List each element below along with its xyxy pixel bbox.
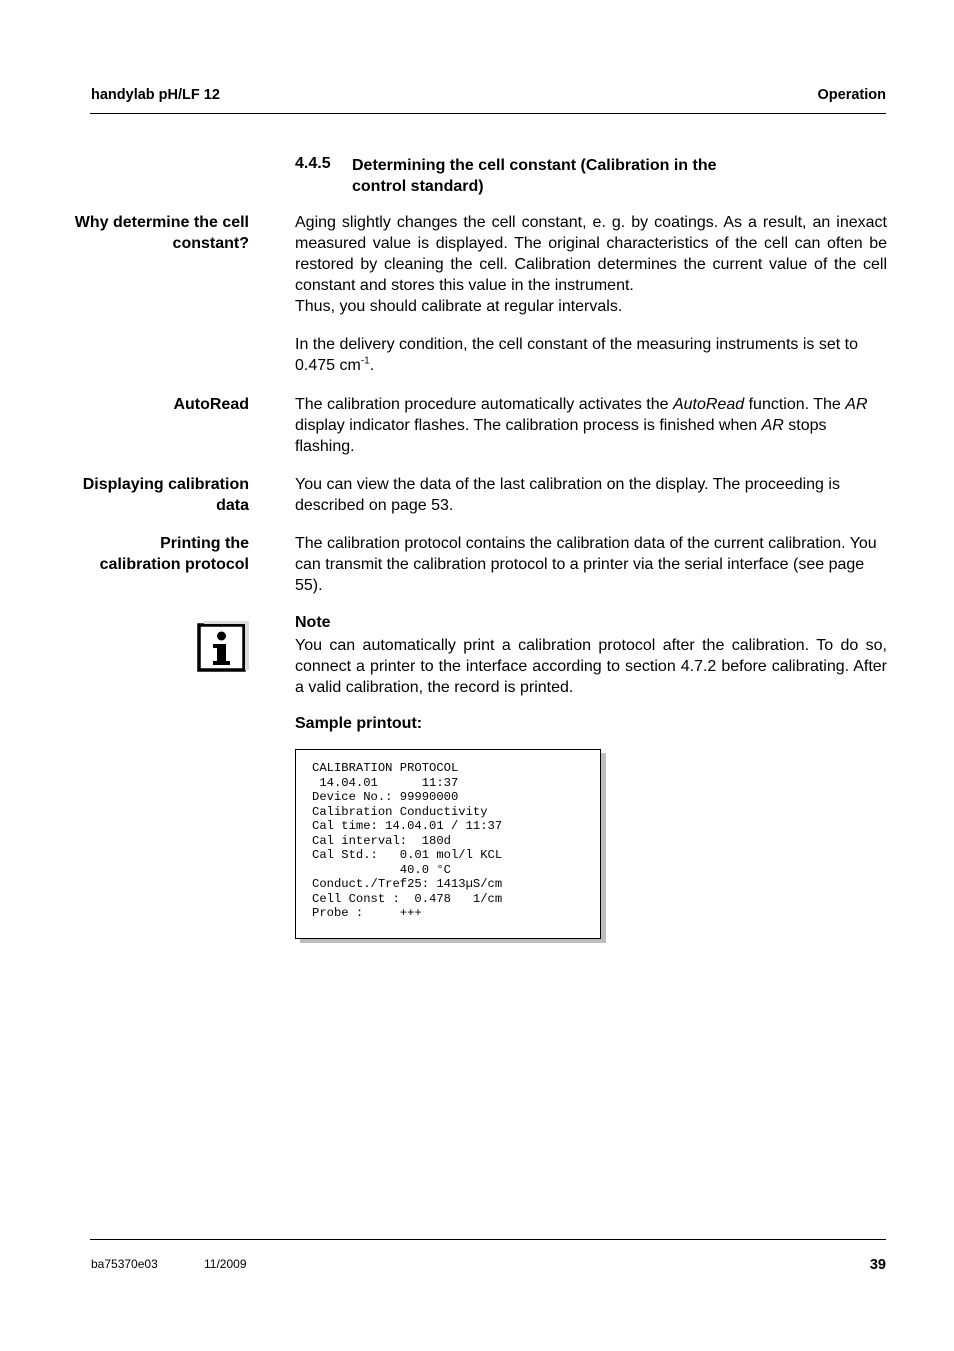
- note-text: You can automatically print a calibration protocol after the calibration. To do so, connect a printer to the interface according to section 4.7.2 before calibrating. After a valid calibration, the record is printed.: [295, 637, 887, 696]
- printout-line: Cal interval: 180d: [312, 833, 451, 848]
- note-heading: Note: [295, 614, 331, 631]
- autoread-text-3: function. The: [744, 396, 846, 413]
- paragraph-note: [295, 635, 887, 698]
- paragraph-why: [295, 212, 887, 317]
- paragraph-displaying: [295, 474, 887, 516]
- why-text: Aging slightly changes the cell constant, e. g. by coatings. As a result, an inexact measured value is displayed. The original characteristics of the cell can often be restored by cleaning the cell. Calibration determines the current value of the cell constant and stores this value in the instrument.: [295, 214, 887, 294]
- footer-date: 11/2009: [204, 1257, 247, 1271]
- header-product: handylab pH/LF 12: [91, 87, 220, 103]
- side-heading-printing: Printing the calibration protocol: [99, 535, 249, 573]
- side-heading-why: Why determine the cell constant?: [74, 214, 249, 252]
- printout-text: [312, 761, 502, 921]
- displaying-text: You can view the data of the last calibration on the display. The proceeding is described on page 53.: [295, 476, 840, 514]
- autoread-text-7: stops flashing.: [295, 417, 827, 455]
- paragraph-delivery: [295, 334, 887, 376]
- info-icon: [196, 620, 250, 674]
- printout-line: Calibration Conductivity: [312, 804, 488, 819]
- printout-line: Conduct./Tref25: 1413µS/cm: [312, 877, 503, 891]
- why-text-2: Thus, you should calibrate at regular intervals.: [295, 298, 623, 315]
- side-heading-autoread: AutoRead: [173, 396, 249, 413]
- side-heading-displaying: Displaying calibration data: [82, 476, 249, 514]
- printout-line: CALIBRATION PROTOCOL: [312, 761, 459, 775]
- page-number: 39: [869, 1257, 886, 1273]
- ar-term-2: AR: [761, 417, 784, 434]
- printout-line: Cell Const : 0.478 1/cm: [312, 891, 503, 906]
- printout-line: 40.0 °C: [312, 862, 451, 877]
- autoread-text-1: The calibration procedure automatically activates the: [295, 396, 673, 413]
- printout-line: Device No.: 99990000: [312, 790, 459, 804]
- delivery-end: .: [369, 357, 375, 374]
- printout-line: 14.04.01 11:37: [312, 775, 459, 790]
- header-chapter: Operation: [817, 87, 886, 103]
- sample-printout-heading: Sample printout:: [295, 715, 423, 732]
- autoread-term: AutoRead: [672, 396, 745, 413]
- paragraph-autoread: [295, 394, 887, 457]
- printout-line: Cal Std.: 0.01 mol/l KCL: [312, 848, 503, 862]
- printout-line: Cal time: 14.04.01 / 11:37: [312, 819, 503, 833]
- autoread-text-5: display indicator flashes. The calibration process is finished when: [295, 417, 762, 434]
- ar-term: AR: [845, 396, 868, 413]
- delivery-text: In the delivery condition, the cell constant of the measuring instruments is set to 0.475 cm: [295, 336, 858, 374]
- printing-text: The calibration protocol contains the calibration data of the current calibration. You can transmit the calibration protocol to a printer via the serial interface (see page 55).: [295, 535, 877, 594]
- footer-doc-id: ba75370e03: [91, 1257, 158, 1271]
- section-title: Determining the cell constant (Calibration in the control standard): [352, 157, 717, 195]
- sample-printout-box: [295, 749, 601, 939]
- delivery-superscript: -1: [360, 355, 370, 367]
- footer-rule: [90, 1239, 886, 1240]
- printout-line: Probe : +++: [312, 906, 422, 920]
- header-rule: [90, 113, 886, 114]
- paragraph-printing: [295, 533, 887, 596]
- section-number: 4.4.5: [295, 155, 331, 172]
